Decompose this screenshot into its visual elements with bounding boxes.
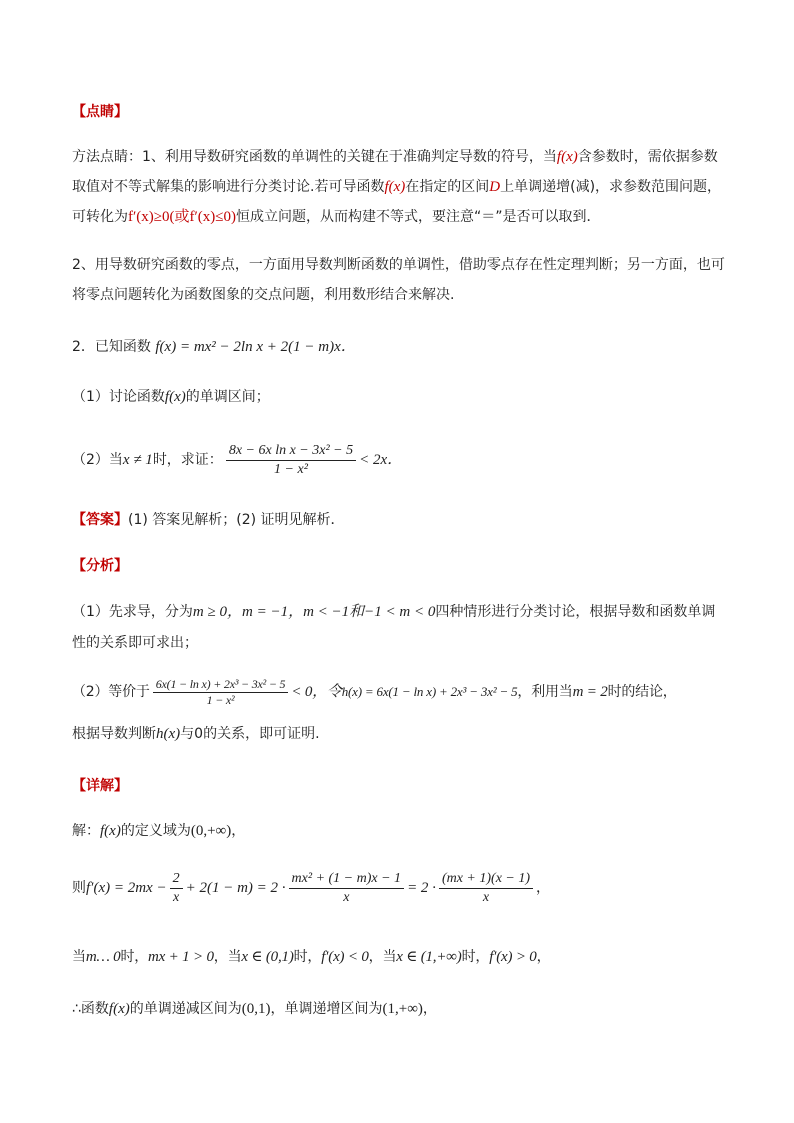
- detail-line-1: 解：f(x)的定义域为(0,+∞)，: [72, 823, 246, 839]
- answer-heading: 【答案】: [72, 512, 128, 528]
- problem-statement: 2．已知函数 f(x) = mx² − 2ln x + 2(1 − m)x．: [72, 339, 356, 355]
- dianjing-line-2: 取值对不等式解集的影响进行分类讨论.若可导函数f(x)在指定的区间D上单调递增(减)，求参数范围问题，: [72, 179, 722, 195]
- analysis-1-line-1: （1）先求导，分为m ≥ 0，m = −1，m < −1和−1 < m < 0四种情形进行分类讨论，根据导数和函数单调: [72, 604, 716, 620]
- inequality-fraction: $\frac{\text{8x − 6x ln x − 3x² − 5}}{\text{1 − x²}}$: [226, 442, 356, 479]
- function-definition: f(x) = mx² − 2ln x + 2(1 − m)x．: [155, 339, 356, 355]
- analysis-2-line-1: （2）等价于 $\frac{\text{6x(1 − ln x) + 2x³ − 3x² − 5}}{\text{1 − x²}}$ < 0，令h(x) = 6x(1 − ln x) + 2x³ − 3x² − 5，利用当m = 2时的结论，: [72, 676, 677, 707]
- detail-monotonic-intervals: ∴函数f(x)的单调递减区间为(0,1)，单调递增区间为(1,+∞)，: [72, 1001, 437, 1017]
- question-2: （2）当x ≠ 1时，求证： $\frac{\text{8x − 6x ln x − 3x² − 5}}{\text{1 − x²}}$ < 2x．: [72, 442, 403, 477]
- analysis-1-line-2: 性的关系即可求出；: [72, 635, 198, 651]
- detail-derivative: 则f′(x) = 2mx − $\frac{2}{x}$ + 2(1 − m) = 2 · $\frac{\text{mx² + (1 − m)x − 1}}{x}$ = 2 · $\frac{(mx + 1)(x - 1)}{x}$ ，: [72, 870, 551, 905]
- equivalent-fraction: $\frac{\text{6x(1 − ln x) + 2x³ − 3x² − 5}}{\text{1 − x²}}$: [153, 677, 289, 708]
- answer-line: 【答案】(1) 答案见解析；(2) 证明见解析．: [72, 512, 345, 528]
- dianjing-p2-line-2: 将零点问题转化为函数图象的交点问题，利用数形结合来解决.: [72, 287, 455, 303]
- detail-case-m-nonneg: 当m… 0时，mx + 1 > 0，当x ∈ (0,1)时，f′(x) < 0，当x ∈ (1,+∞)时，f′(x) > 0，: [72, 949, 551, 965]
- dianjing-line-3: 可转化为f′(x)≥0(或f′(x)≤0)恒成立问题，从而构建不等式，要注意“＝”是否可以取到．: [72, 209, 601, 225]
- analysis-heading: 【分析】: [72, 558, 128, 574]
- dianjing-line-1: 方法点睛：1、利用导数研究函数的单调性的关键在于准确判定导数的符号，当f(x)含参数时，需依据参数: [72, 149, 718, 165]
- question-1: （1）讨论函数f(x)的单调区间；: [72, 389, 270, 405]
- detail-heading: 【详解】: [72, 778, 128, 794]
- dianjing-heading: 【点睛】: [72, 104, 128, 120]
- analysis-2-line-2: 根据导数判断h(x)与0的关系，即可证明.: [72, 726, 320, 742]
- dianjing-p2-line-1: 2、用导数研究函数的零点，一方面用导数判断函数的单调性，借助零点存在性定理判断；另一方面，也可: [72, 257, 725, 273]
